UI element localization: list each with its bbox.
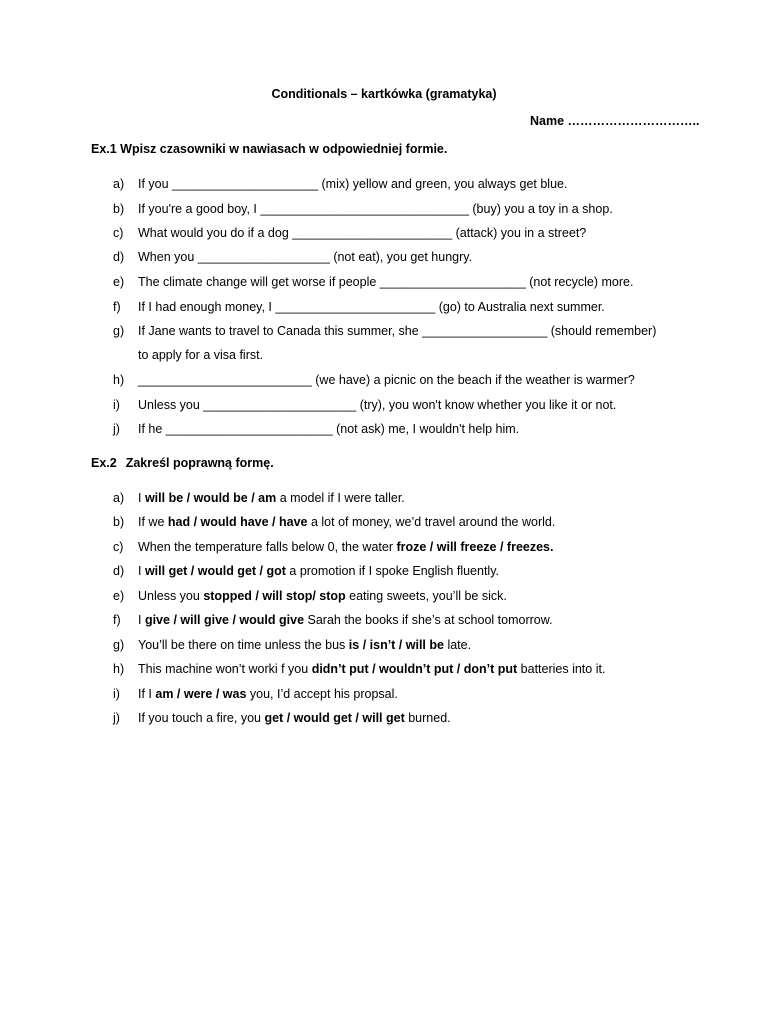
sentence-start: I <box>138 613 145 627</box>
item-sentence <box>138 539 553 555</box>
sentence-end: eating sweets, you’ll be sick. <box>345 589 507 603</box>
sentence-start: This machine won’t worki f you <box>138 662 312 676</box>
answer-options: had / would have / have <box>167 515 308 529</box>
item-letter: c) <box>113 540 124 554</box>
sentence-end: burned. <box>404 711 451 725</box>
item-letter: a) <box>113 177 125 191</box>
answer-options: stopped / will stop/ stop <box>203 589 346 603</box>
sentence-end: Sarah the books if she’s at school tomorrow. <box>304 613 553 627</box>
sentence-start: When the temperature falls below 0, the water <box>138 540 397 554</box>
answer-options: will be / would be / am <box>144 491 277 505</box>
answer-options: am / were / was <box>155 687 247 701</box>
item-letter: d) <box>113 250 125 264</box>
item-letter: h) <box>113 373 125 387</box>
sentence-start: You’ll be there on time unless the bus <box>138 638 349 652</box>
item-letter: b) <box>113 202 125 216</box>
item-letter: e) <box>113 275 125 289</box>
item-sentence <box>138 637 471 653</box>
answer-options: froze / will freeze / freezes. <box>396 540 554 554</box>
item-letter: j) <box>113 711 120 725</box>
item-sentence: The climate change will get worse if people _____________________ (not recycle) more. <box>138 275 634 289</box>
item-sentence: _________________________ (we have) a picnic on the beach if the weather is warmer? <box>138 373 635 387</box>
item-letter: b) <box>113 515 125 529</box>
item-sentence-continuation: to apply for a visa first. <box>138 348 264 362</box>
item-sentence <box>138 661 605 677</box>
exercise-1-heading: Ex.1 Wpisz czasowniki w nawiasach w odpowiedniej formie. <box>91 142 448 156</box>
item-sentence <box>138 612 553 628</box>
answer-options: will get / would get / got <box>144 564 286 578</box>
exercise-2-number: Ex.2 <box>91 456 117 470</box>
item-letter: h) <box>113 662 125 676</box>
item-letter: g) <box>113 324 125 338</box>
exercise-2-instruction: Zakreśl poprawną formę. <box>125 456 274 470</box>
sentence-start: If you touch a fire, you <box>138 711 265 725</box>
sentence-end: a model if I were taller. <box>276 491 405 505</box>
sentence-end: batteries into it. <box>517 662 606 676</box>
item-letter: c) <box>113 226 124 240</box>
item-letter: i) <box>113 398 120 412</box>
answer-options: give / will give / would give <box>144 613 305 627</box>
item-letter: d) <box>113 564 125 578</box>
item-sentence: If you _____________________ (mix) yellow and green, you always get blue. <box>138 177 568 191</box>
document-title: Conditionals – kartkówka (gramatyka) <box>271 87 497 101</box>
item-sentence: Unless you ______________________ (try), you won't know whether you like it or not. <box>138 398 617 412</box>
item-letter: j) <box>113 422 120 436</box>
answer-options: didn’t put / wouldn’t put / don’t put <box>311 662 518 676</box>
item-letter: e) <box>113 589 125 603</box>
sentence-end: a lot of money, we’d travel around the world. <box>307 515 556 529</box>
sentence-start: Unless you <box>138 589 204 603</box>
item-sentence: What would you do if a dog _______________________ (attack) you in a street? <box>138 226 587 240</box>
item-sentence: When you ___________________ (not eat), you get hungry. <box>138 250 473 264</box>
item-sentence <box>138 588 507 604</box>
item-sentence: If you're a good boy, I ______________________________ (buy) you a toy in a shop. <box>138 202 613 216</box>
answer-options: get / would get / will get <box>264 711 405 725</box>
item-sentence: If Jane wants to travel to Canada this summer, she __________________ (should remember) <box>138 324 657 338</box>
item-letter: g) <box>113 638 125 652</box>
item-sentence <box>138 563 499 579</box>
name-field-line: Name ………………………….. <box>530 114 700 128</box>
item-letter: f) <box>113 613 121 627</box>
sentence-end: a promotion if I spoke English fluently. <box>285 564 499 578</box>
sentence-start: If I <box>138 687 156 701</box>
item-sentence: If he ________________________ (not ask) me, I wouldn't help him. <box>138 422 520 436</box>
sentence-start: If we <box>138 515 168 529</box>
item-sentence <box>138 490 405 506</box>
item-letter: f) <box>113 300 121 314</box>
sentence-end: late. <box>443 638 472 652</box>
item-sentence <box>138 710 451 726</box>
sentence-end: you, I’d accept his propsal. <box>246 687 398 701</box>
sentence-start: I <box>138 491 145 505</box>
answer-options: is / isn’t / will be <box>348 638 444 652</box>
item-letter: i) <box>113 687 120 701</box>
item-sentence <box>138 514 555 530</box>
sentence-start: I <box>138 564 145 578</box>
item-letter: a) <box>113 491 125 505</box>
item-sentence: If I had enough money, I _______________________ (go) to Australia next summer. <box>138 300 605 314</box>
exercise-2-heading <box>91 456 274 470</box>
item-sentence <box>138 686 398 702</box>
